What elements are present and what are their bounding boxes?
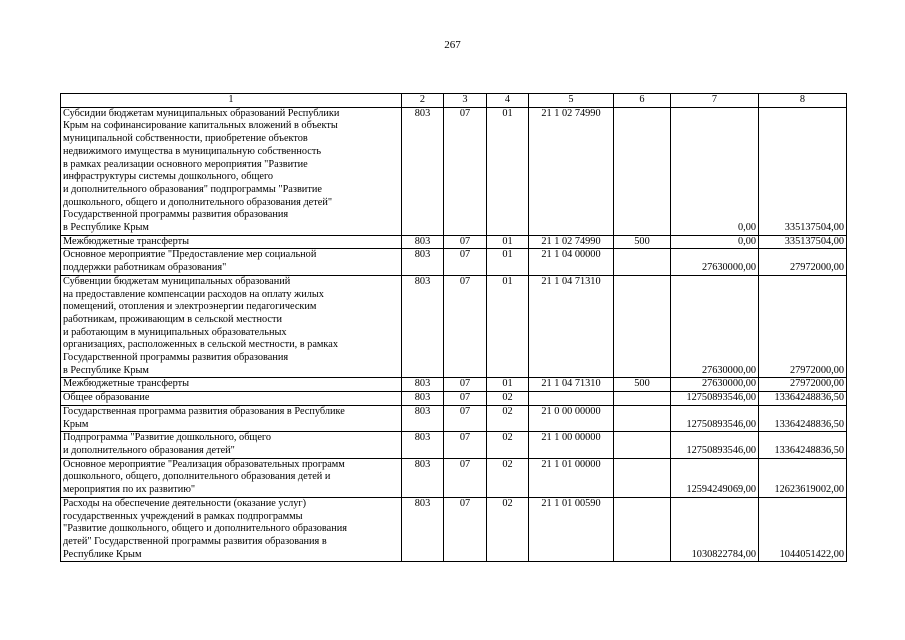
- cell-expense-type: 500: [614, 378, 671, 392]
- row-name-line: недвижимого имущества в муниципальную собственность: [63, 145, 322, 157]
- row-name-cell: [61, 432, 402, 458]
- cell-target-article: [529, 392, 614, 406]
- cell-target-article: 21 1 02 74990: [529, 107, 614, 235]
- row-name-line: мероприятия по их развитию": [63, 484, 196, 496]
- row-name-cell: [61, 405, 402, 431]
- row-name-line: Подпрограмма "Развитие дошкольного, общего: [63, 432, 272, 444]
- cell-admin-code: 803: [402, 249, 444, 275]
- row-name-line: на предоставление компенсации расходов на оплату жилых: [63, 288, 324, 300]
- cell-section: 07: [444, 249, 487, 275]
- cell-admin-code: 803: [402, 405, 444, 431]
- cell-section: 07: [444, 392, 487, 406]
- table-row: [61, 235, 847, 249]
- header-col-3: 3: [444, 94, 487, 108]
- cell-target-article: 21 1 04 71310: [529, 275, 614, 378]
- header-col-4: 4: [487, 94, 529, 108]
- cell-amount-year-1: 27630000,00: [671, 275, 759, 378]
- cell-amount-year-1: 12750893546,00: [671, 405, 759, 431]
- cell-subsection: 02: [487, 458, 529, 497]
- cell-admin-code: 803: [402, 458, 444, 497]
- table-body: [61, 94, 847, 562]
- cell-expense-type: [614, 497, 671, 562]
- cell-admin-code: 803: [402, 378, 444, 392]
- row-name-cell: [61, 107, 402, 235]
- cell-section: 07: [444, 275, 487, 378]
- cell-expense-type: [614, 275, 671, 378]
- header-col-7: 7: [671, 94, 759, 108]
- row-name-cell: [61, 392, 402, 406]
- cell-subsection: 01: [487, 378, 529, 392]
- cell-amount-year-1: 0,00: [671, 235, 759, 249]
- row-name-cell: [61, 378, 402, 392]
- row-name-line: Субсидии бюджетам муниципальных образований Республики: [63, 107, 340, 119]
- cell-subsection: 02: [487, 405, 529, 431]
- cell-subsection: 01: [487, 235, 529, 249]
- table-row: [61, 432, 847, 458]
- row-name-line: Межбюджетные трансферты: [63, 378, 190, 390]
- budget-table: [60, 93, 847, 562]
- cell-amount-year-1: 12594249069,00: [671, 458, 759, 497]
- table-row: [61, 392, 847, 406]
- cell-expense-type: [614, 405, 671, 431]
- row-name-line: Общее образование: [63, 392, 150, 404]
- row-name-line: Государственная программа развития образования в Республике: [63, 405, 345, 417]
- row-name-line: в рамках реализации основного мероприятия "Развитие: [63, 158, 308, 170]
- row-name-line: Основное мероприятие "Предоставление мер социальной: [63, 249, 317, 261]
- row-name-line: помещений, отопления и электроэнергии педагогическим: [63, 301, 317, 313]
- cell-amount-year-1: 27630000,00: [671, 378, 759, 392]
- row-name-line: Расходы на обеспечение деятельности (оказание услуг): [63, 497, 307, 509]
- cell-amount-year-2: 1044051422,00: [759, 497, 847, 562]
- table-row: [61, 378, 847, 392]
- header-col-5: 5: [529, 94, 614, 108]
- cell-section: 07: [444, 405, 487, 431]
- row-name-line: в Республике Крым: [63, 364, 149, 376]
- cell-amount-year-1: 12750893546,00: [671, 392, 759, 406]
- cell-subsection: 01: [487, 275, 529, 378]
- cell-target-article: 21 1 04 00000: [529, 249, 614, 275]
- cell-expense-type: [614, 432, 671, 458]
- cell-subsection: 02: [487, 392, 529, 406]
- row-name-line: и работающим в муниципальных образовательных: [63, 326, 287, 338]
- table-row: [61, 107, 847, 235]
- cell-target-article: 21 1 04 71310: [529, 378, 614, 392]
- cell-subsection: 02: [487, 497, 529, 562]
- cell-target-article: 21 0 00 00000: [529, 405, 614, 431]
- row-name-line: инфраструктуры системы дошкольного, общего: [63, 171, 274, 183]
- row-name-line: дошкольного, общего и дополнительного образования детей": [63, 196, 333, 208]
- cell-admin-code: 803: [402, 275, 444, 378]
- cell-amount-year-1: 0,00: [671, 107, 759, 235]
- cell-admin-code: 803: [402, 235, 444, 249]
- cell-amount-year-1: 1030822784,00: [671, 497, 759, 562]
- header-col-2: 2: [402, 94, 444, 108]
- cell-subsection: 01: [487, 107, 529, 235]
- cell-amount-year-2: 13364248836,50: [759, 405, 847, 431]
- cell-amount-year-2: 12623619002,00: [759, 458, 847, 497]
- cell-subsection: 02: [487, 432, 529, 458]
- cell-amount-year-2: 27972000,00: [759, 249, 847, 275]
- table-row: [61, 275, 847, 378]
- cell-amount-year-2: 27972000,00: [759, 378, 847, 392]
- row-name-line: детей" Государственной программы развития образования в: [63, 535, 327, 547]
- cell-section: 07: [444, 107, 487, 235]
- row-name-line: работникам, проживающим в сельской местности: [63, 313, 282, 325]
- page-number: 267: [444, 39, 461, 51]
- row-name-line: Субвенции бюджетам муниципальных образований: [63, 275, 291, 287]
- cell-expense-type: 500: [614, 235, 671, 249]
- cell-admin-code: 803: [402, 432, 444, 458]
- row-name-cell: [61, 497, 402, 562]
- row-name-line: в Республике Крым: [63, 222, 149, 234]
- cell-target-article: 21 1 01 00590: [529, 497, 614, 562]
- cell-section: 07: [444, 458, 487, 497]
- cell-amount-year-2: 27972000,00: [759, 275, 847, 378]
- row-name-line: Крым: [63, 418, 89, 430]
- cell-target-article: 21 1 01 00000: [529, 458, 614, 497]
- row-name-line: поддержки работникам образования": [63, 262, 227, 274]
- cell-amount-year-2: 335137504,00: [759, 107, 847, 235]
- header-col-8: 8: [759, 94, 847, 108]
- row-name-cell: [61, 249, 402, 275]
- header-col-1: 1: [61, 94, 402, 108]
- table-row: [61, 497, 847, 562]
- cell-section: 07: [444, 497, 487, 562]
- cell-target-article: 21 1 02 74990: [529, 235, 614, 249]
- cell-target-article: 21 1 00 00000: [529, 432, 614, 458]
- cell-expense-type: [614, 392, 671, 406]
- cell-amount-year-2: 13364248836,50: [759, 392, 847, 406]
- cell-amount-year-1: 27630000,00: [671, 249, 759, 275]
- table-row: [61, 458, 847, 497]
- table-header-row: [61, 94, 847, 108]
- cell-section: 07: [444, 378, 487, 392]
- row-name-cell: [61, 275, 402, 378]
- row-name-cell: [61, 458, 402, 497]
- row-name-line: муниципальной собственности, приобретение объектов: [63, 133, 308, 145]
- cell-section: 07: [444, 432, 487, 458]
- row-name-line: государственных учреждений в рамках подпрограммы: [63, 510, 303, 522]
- row-name-line: "Развитие дошкольного, общего и дополнительного образования: [63, 523, 347, 535]
- cell-expense-type: [614, 249, 671, 275]
- row-name-line: Республике Крым: [63, 548, 142, 560]
- row-name-line: Межбюджетные трансферты: [63, 235, 190, 247]
- table-row: [61, 405, 847, 431]
- cell-admin-code: 803: [402, 392, 444, 406]
- row-name-line: Государственной программы развития образования: [63, 209, 289, 221]
- row-name-line: Государственной программы развития образования: [63, 352, 289, 364]
- row-name-cell: [61, 235, 402, 249]
- cell-admin-code: 803: [402, 497, 444, 562]
- header-col-6: 6: [614, 94, 671, 108]
- row-name-line: организациях, расположенных в сельской местности, в рамках: [63, 339, 338, 351]
- cell-amount-year-2: 13364248836,50: [759, 432, 847, 458]
- row-name-line: Основное мероприятие "Реализация образовательных программ: [63, 458, 345, 470]
- row-name-line: Крым на софинансирование капитальных вложений в объекты: [63, 120, 338, 132]
- cell-expense-type: [614, 458, 671, 497]
- table-row: [61, 249, 847, 275]
- row-name-line: дошкольного, общего, дополнительного образования детей и: [63, 471, 331, 483]
- cell-amount-year-1: 12750893546,00: [671, 432, 759, 458]
- cell-admin-code: 803: [402, 107, 444, 235]
- cell-subsection: 01: [487, 249, 529, 275]
- cell-amount-year-2: 335137504,00: [759, 235, 847, 249]
- cell-expense-type: [614, 107, 671, 235]
- cell-section: 07: [444, 235, 487, 249]
- row-name-line: и дополнительного образования" подпрограммы "Развитие: [63, 183, 322, 195]
- row-name-line: и дополнительного образования детей": [63, 444, 235, 456]
